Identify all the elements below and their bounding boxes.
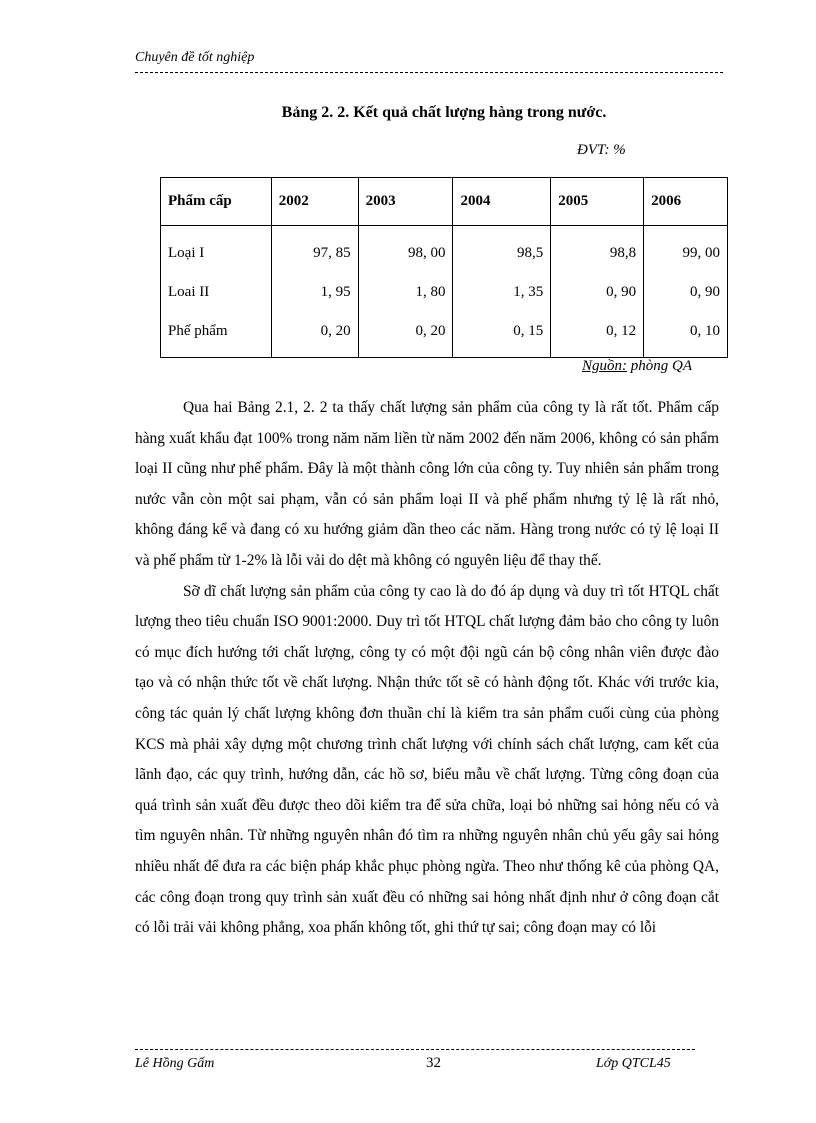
table-cell: 0, 90	[551, 273, 644, 312]
paragraph: Sỡ dĩ chất lượng sản phẩm của công ty cao là do đó áp dụng và duy trì tốt HTQL chất lượng theo tiêu chuẩn ISO 9001:2000. Duy trì tốt HTQL chất lượng đảm bảo cho công ty luôn có mục đích hướng tới chất lượng, công ty có một đội ngũ cán bộ công nhân viên được đào tạo và có nhận thức tốt về chất lượng. Nhận thức tốt sẽ có hành động tốt. Khác với trước kia, công tác quản lý chất lượng không đơn thuần chỉ là kiểm tra sản phẩm cuối cùng của phòng KCS mà phải xây dựng một chương trình chất lượng với chính sách chất lượng, cam kết của lãnh đạo, các quy trình, hướng dẫn, các hồ sơ, biểu mẫu về chất lượng. Từng công đoạn của quá trình sản xuất đều được theo dõi kiểm tra để sửa chữa, loại bỏ những sai hỏng nếu có và tìm nguyên nhân. Từ những nguyên nhân đó tìm ra những nguyên nhân chủ yếu gây sai hỏng nhiều nhất để đưa ra các biện pháp khắc phục phòng ngừa. Theo như thống kê của phòng QA, các công đoạn trong quy trình sản xuất đều có những sai hỏng nhất định như ở công đoạn cắt có lỗi trải vải không phẳng, xoa phấn không tốt, ghi thứ tự sai; công đoạn may có lỗi	[135, 582, 719, 937]
table-cell: 1, 80	[358, 273, 453, 312]
source-note	[582, 358, 692, 375]
table-cell: 0, 20	[358, 312, 453, 358]
table-cell: 0, 90	[644, 273, 728, 312]
column-header: 2004	[453, 178, 551, 226]
column-header: 2005	[551, 178, 644, 226]
table-cell: 0, 20	[271, 312, 358, 358]
paragraph: Qua hai Bảng 2.1, 2. 2 ta thấy chất lượng sản phẩm của công ty là rất tốt. Phẩm cấp hàng xuất khẩu đạt 100% trong năm năm liền từ năm 2002 đến năm 2006, không có sản phẩm loại II cũng như phế phẩm. Đây là một thành công lớn của công ty. Tuy nhiên sản phẩm trong nước vẫn còn một sai phạm, vẫn có sản phẩm loại II và phế phẩm nhưng tỷ lệ là rất nhỏ, không đáng kể và đang có xu hướng giảm dần theo các năm. Hàng trong nước có tỷ lệ loại II và phế phẩm từ 1-2% là lỗi vải do dệt mà không có nguyên liệu để thay thế.	[135, 399, 719, 569]
table-cell: 97, 85	[271, 226, 358, 274]
body-text	[135, 393, 719, 944]
table-cell: 0, 12	[551, 312, 644, 358]
page-number: 32	[426, 1055, 441, 1071]
footer-class: Lớp QTCL45	[596, 1056, 671, 1071]
source-label: Nguồn:	[582, 358, 627, 374]
table-cell: 1, 35	[453, 273, 551, 312]
footer-divider	[135, 1049, 695, 1050]
column-header: 2003	[358, 178, 453, 226]
column-header: 2006	[644, 178, 728, 226]
table-cell: 99, 00	[644, 226, 728, 274]
table-cell: 0, 10	[644, 312, 728, 358]
row-label: Loai II	[161, 273, 272, 312]
table-row	[161, 312, 728, 358]
table-header-row	[161, 178, 728, 226]
unit-label: ĐVT: %	[577, 142, 626, 158]
table-cell: 98,8	[551, 226, 644, 274]
row-label: Loại I	[161, 226, 272, 274]
table-cell: 98, 00	[358, 226, 453, 274]
quality-table	[160, 177, 728, 358]
row-label: Phế phẩm	[161, 312, 272, 358]
footer-author: Lê Hồng Gấm	[135, 1056, 215, 1071]
table-cell: 0, 15	[453, 312, 551, 358]
table-row	[161, 273, 728, 312]
table-row	[161, 226, 728, 274]
column-header: Phẩm cấp	[161, 178, 272, 226]
source-value: phòng QA	[627, 358, 692, 374]
header-title: Chuyên đề tốt nghiệp	[135, 50, 255, 65]
table-caption: Bảng 2. 2. Kết quả chất lượng hàng trong nước.	[281, 104, 607, 121]
column-header: 2002	[271, 178, 358, 226]
table-cell: 1, 95	[271, 273, 358, 312]
page-header	[135, 48, 723, 73]
table-cell: 98,5	[453, 226, 551, 274]
